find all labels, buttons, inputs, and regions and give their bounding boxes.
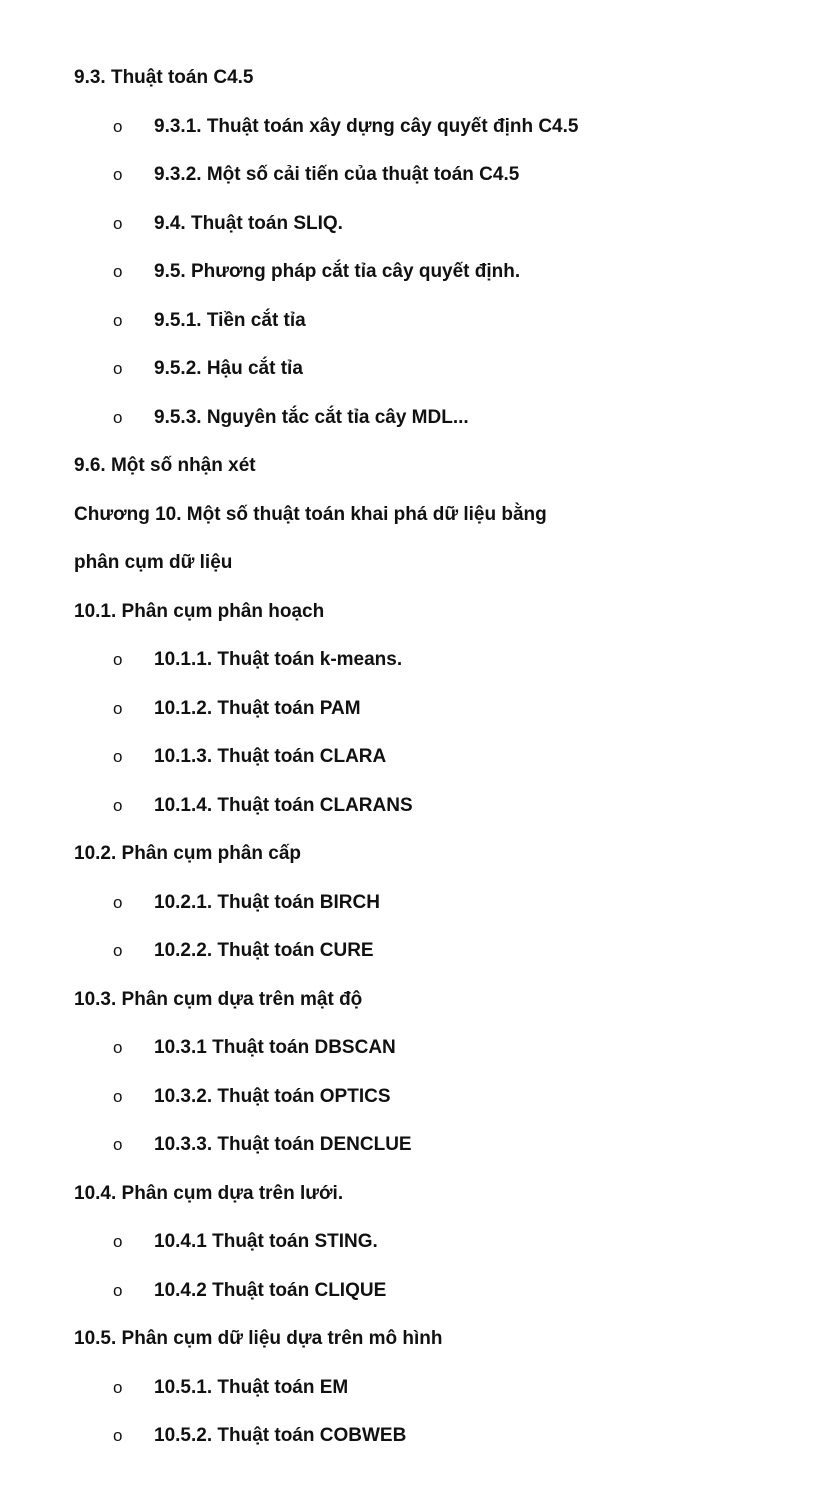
outline-subitem bbox=[0, 306, 828, 336]
hollow-circle-bullet-icon: o bbox=[113, 1426, 123, 1445]
outline-text: 10.2.2. Thuật toán CURE bbox=[154, 940, 374, 961]
outline-subitem bbox=[0, 791, 828, 821]
outline-subitem bbox=[0, 257, 828, 287]
outline-subitem bbox=[0, 1373, 828, 1403]
hollow-circle-bullet-icon: o bbox=[113, 311, 123, 330]
hollow-circle-bullet-icon: o bbox=[113, 214, 123, 233]
hollow-circle-bullet-icon: o bbox=[113, 893, 123, 912]
outline-heading bbox=[0, 548, 828, 578]
outline-text: 10.3.3. Thuật toán DENCLUE bbox=[154, 1134, 412, 1155]
outline-text: 10.4.2 Thuật toán CLIQUE bbox=[154, 1280, 387, 1301]
outline-heading bbox=[0, 451, 828, 481]
hollow-circle-bullet-icon: o bbox=[113, 117, 123, 136]
outline-subitem bbox=[0, 1227, 828, 1257]
outline-subitem bbox=[0, 1082, 828, 1112]
outline-text: 10.2. Phân cụm phân cấp bbox=[74, 843, 302, 864]
outline-subitem bbox=[0, 403, 828, 433]
outline-text: 10.3. Phân cụm dựa trên mật độ bbox=[74, 989, 363, 1010]
outline-subitem bbox=[0, 354, 828, 384]
outline-text: 10.3.2. Thuật toán OPTICS bbox=[154, 1086, 391, 1107]
outline-text: 9.3.2. Một số cải tiến của thuật toán C4.5 bbox=[154, 164, 520, 185]
outline-heading bbox=[0, 63, 828, 93]
hollow-circle-bullet-icon: o bbox=[113, 650, 123, 669]
outline-text: 10.1.1. Thuật toán k-means. bbox=[154, 649, 403, 670]
outline-text: 9.5.2. Hậu cắt tỉa bbox=[154, 358, 303, 379]
outline-heading bbox=[0, 839, 828, 869]
outline-text: 9.5.3. Nguyên tắc cắt tỉa cây MDL... bbox=[154, 407, 469, 428]
outline-subitem bbox=[0, 1033, 828, 1063]
outline-heading bbox=[0, 985, 828, 1015]
outline-text: 9.3.1. Thuật toán xây dựng cây quyết định C4.5 bbox=[154, 116, 579, 137]
outline-heading bbox=[0, 500, 828, 530]
hollow-circle-bullet-icon: o bbox=[113, 262, 123, 281]
hollow-circle-bullet-icon: o bbox=[113, 165, 123, 184]
hollow-circle-bullet-icon: o bbox=[113, 1378, 123, 1397]
outline-subitem bbox=[0, 1421, 828, 1451]
outline-subitem bbox=[0, 209, 828, 239]
outline-heading bbox=[0, 1179, 828, 1209]
outline-text: 9.5.1. Tiền cắt tỉa bbox=[154, 310, 306, 331]
outline-text: 9.5. Phương pháp cắt tỉa cây quyết định. bbox=[154, 261, 521, 282]
outline-text: phân cụm dữ liệu bbox=[74, 552, 233, 573]
outline-text: 9.3. Thuật toán C4.5 bbox=[74, 67, 254, 88]
hollow-circle-bullet-icon: o bbox=[113, 408, 123, 427]
outline-text: 9.6. Một số nhận xét bbox=[74, 455, 256, 476]
outline-text: 10.1.4. Thuật toán CLARANS bbox=[154, 795, 413, 816]
outline-text: 10.2.1. Thuật toán BIRCH bbox=[154, 892, 380, 913]
outline-text: 10.5.1. Thuật toán EM bbox=[154, 1377, 349, 1398]
hollow-circle-bullet-icon: o bbox=[113, 796, 123, 815]
outline-subitem bbox=[0, 1130, 828, 1160]
outline-subitem bbox=[0, 1276, 828, 1306]
outline-subitem bbox=[0, 694, 828, 724]
outline-text: 10.5.2. Thuật toán COBWEB bbox=[154, 1425, 407, 1446]
hollow-circle-bullet-icon: o bbox=[113, 1135, 123, 1154]
outline-subitem bbox=[0, 936, 828, 966]
outline-subitem bbox=[0, 888, 828, 918]
outline-text: 10.5. Phân cụm dữ liệu dựa trên mô hình bbox=[74, 1328, 443, 1349]
outline-text: 10.3.1 Thuật toán DBSCAN bbox=[154, 1037, 396, 1058]
outline-subitem bbox=[0, 112, 828, 142]
outline-text: 10.4. Phân cụm dựa trên lưới. bbox=[74, 1183, 344, 1204]
outline-text: Chương 10. Một số thuật toán khai phá dữ liệu bằng bbox=[74, 504, 547, 525]
outline-text: 9.4. Thuật toán SLIQ. bbox=[154, 213, 343, 234]
hollow-circle-bullet-icon: o bbox=[113, 1087, 123, 1106]
outline-text: 10.1.2. Thuật toán PAM bbox=[154, 698, 361, 719]
outline-heading bbox=[0, 1324, 828, 1354]
outline-text: 10.4.1 Thuật toán STING. bbox=[154, 1231, 378, 1252]
hollow-circle-bullet-icon: o bbox=[113, 699, 123, 718]
outline-subitem bbox=[0, 742, 828, 772]
hollow-circle-bullet-icon: o bbox=[113, 1038, 123, 1057]
hollow-circle-bullet-icon: o bbox=[113, 1232, 123, 1251]
outline-text: 10.1. Phân cụm phân hoạch bbox=[74, 601, 325, 622]
hollow-circle-bullet-icon: o bbox=[113, 1281, 123, 1300]
hollow-circle-bullet-icon: o bbox=[113, 359, 123, 378]
outline-heading bbox=[0, 597, 828, 627]
outline-text: 10.1.3. Thuật toán CLARA bbox=[154, 746, 387, 767]
hollow-circle-bullet-icon: o bbox=[113, 747, 123, 766]
hollow-circle-bullet-icon: o bbox=[113, 941, 123, 960]
outline-subitem bbox=[0, 645, 828, 675]
outline-subitem bbox=[0, 160, 828, 190]
